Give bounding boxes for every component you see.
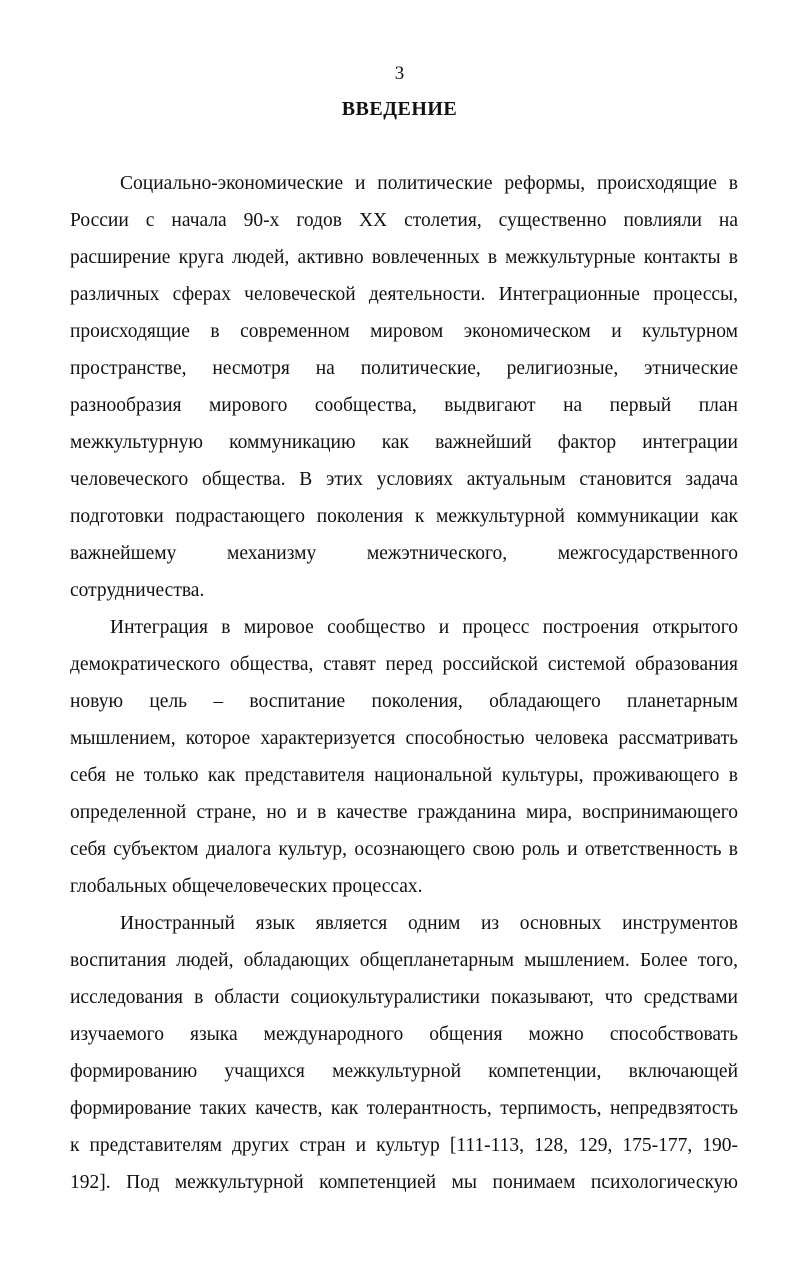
paragraph-line: себя субъектом диалога культур, осознающего свою роль и ответственность в [70, 839, 738, 860]
paragraph-line: Иностранный язык является одним из основных инструментов [120, 913, 738, 934]
paragraph-line: происходящие в современном мировом экономическом и культурном [70, 321, 738, 342]
paragraph-line: 192]. Под межкультурной компетенцией мы понимаем психологическую [70, 1172, 738, 1193]
paragraph-line: к представителям других стран и культур [111-113, 128, 129, 175-177, 190- [70, 1135, 738, 1156]
paragraph-line: пространстве, несмотря на политические, религиозные, этнические [70, 358, 738, 379]
paragraph-line: воспитания людей, обладающих общепланетарным мышлением. Более того, [70, 950, 738, 971]
page-number: 3 [394, 63, 405, 84]
paragraph-line: исследования в области социокультуралистики показывают, что средствами [70, 987, 738, 1008]
paragraph-line: сотрудничества. [70, 580, 205, 601]
paragraph-line: Интеграция в мировое сообщество и процесс построения открытого [110, 617, 738, 638]
paragraph-line: межкультурную коммуникацию как важнейший фактор интеграции [70, 432, 738, 453]
paragraph-line: расширение круга людей, активно вовлеченных в межкультурные контакты в [70, 247, 738, 268]
paragraph-line: изучаемого языка международного общения можно способствовать [70, 1024, 738, 1045]
paragraph-line: мышлением, которое характеризуется способностью человека рассматривать [70, 728, 738, 749]
paragraph-line: человеческого общества. В этих условиях актуальным становится задача [70, 469, 738, 490]
paragraph-line: подготовки подрастающего поколения к межкультурной коммуникации как [70, 506, 738, 527]
paragraph-line: России с начала 90-х годов XX столетия, существенно повлияли на [70, 210, 738, 231]
section-heading: ВВЕДЕНИЕ [341, 98, 458, 120]
paragraph-line: демократического общества, ставят перед российской системой образования [70, 654, 738, 675]
paragraph-line: определенной стране, но и в качестве гражданина мира, воспринимающего [70, 802, 738, 823]
paragraph-line: разнообразия мирового сообщества, выдвигают на первый план [70, 395, 738, 416]
paragraph-line: новую цель – воспитание поколения, обладающего планетарным [70, 691, 738, 712]
paragraph-line: формированию учащихся межкультурной компетенции, включающей [70, 1061, 738, 1082]
paragraph-line: себя не только как представителя национальной культуры, проживающего в [70, 765, 738, 786]
paragraph-line: Социально-экономические и политические реформы, происходящие в [120, 173, 738, 194]
paragraph-line: важнейшему механизму межэтнического, межгосударственного [70, 543, 738, 564]
paragraph-line: различных сферах человеческой деятельности. Интеграционные процессы, [70, 284, 738, 305]
paragraph-line: формирование таких качеств, как толерантность, терпимость, непредвзятость [70, 1098, 738, 1119]
paragraph-line: глобальных общечеловеческих процессах. [70, 876, 423, 897]
